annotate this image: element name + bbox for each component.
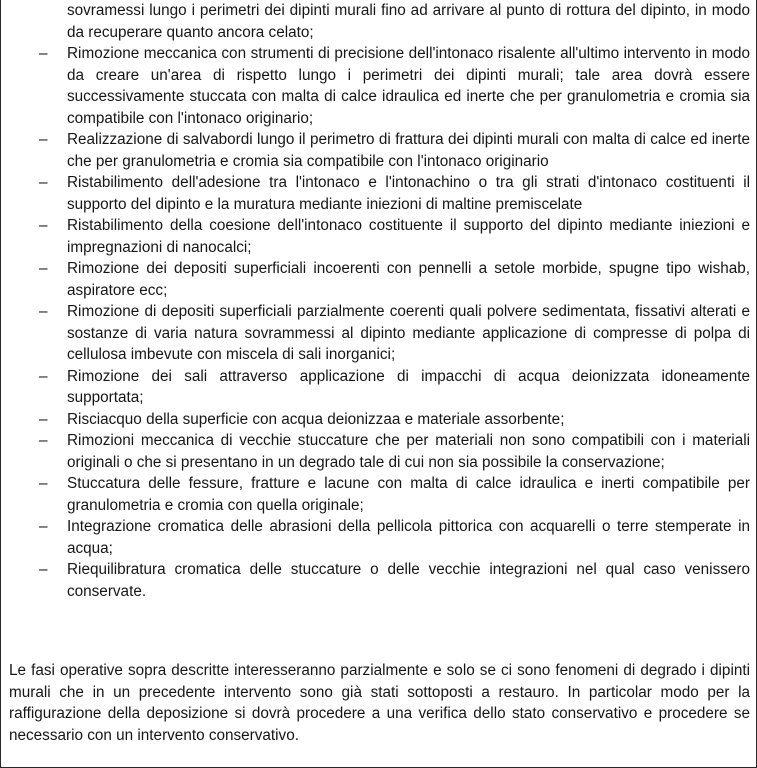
- list-item-text: Riequilibratura cromatica delle stuccature o delle vecchie integrazioni nel qual caso venissero conservate.: [67, 561, 750, 600]
- list-bullet: –: [39, 217, 48, 234]
- list-item: [1, 43, 757, 129]
- list-item-text: Ristabilimento della coesione dell'intonaco costituente il supporto del dipinto mediante iniezioni e impregnazioni di nanocalci;: [67, 217, 750, 256]
- list-item: [1, 409, 757, 431]
- list-bullet: –: [39, 432, 48, 449]
- list-item: [1, 516, 757, 559]
- list-item: [1, 430, 757, 473]
- list-item: [1, 473, 757, 516]
- list-item-text: Stuccatura delle fessure, fratture e lacune con malta di calce idraulica e inerti compatibile per granulometria e cromia con quella originale;: [67, 475, 750, 514]
- list-bullet: –: [39, 260, 48, 277]
- list-item-text: Integrazione cromatica delle abrasioni della pellicola pittorica con acquarelli o terre stemperate in acqua;: [67, 518, 750, 557]
- list-item-text: Rimozione meccanica con strumenti di precisione dell'intonaco risalente all'ultimo intervento in modo da creare un'area di rispetto lungo i perimetri dei dipinti murali; tale area dovrà essere successivamente stuccata con malta di calce idraulica ed inerte che per granulometria e cromia sia compatibile con l'intonaco originario;: [67, 45, 750, 127]
- list-bullet: –: [39, 561, 48, 578]
- list-item: [1, 172, 757, 215]
- list-bullet: –: [39, 131, 48, 148]
- restoration-steps-list: [1, 0, 757, 602]
- list-item: [1, 215, 757, 258]
- list-item-text: Rimozione di depositi superficiali parzialmente coerenti quali polvere sedimentata, fissativi alterati e sostanze di varia natura sovrammessi al dipinto mediante applicazione di compresse di polpa di cellulosa imbevute con miscela di sali inorganici;: [67, 303, 750, 363]
- list-bullet: –: [39, 174, 48, 191]
- list-item: [1, 301, 757, 366]
- list-item-text: Risciacquo della superficie con acqua deionizzaa e materiale assorbente;: [67, 410, 565, 428]
- list-bullet: –: [39, 45, 48, 62]
- list-item: [1, 258, 757, 301]
- list-item-text: Ristabilimento dell'adesione tra l'intonaco e l'intonachino o tra gli strati d'intonaco costituenti il supporto del dipinto e la muratura mediante iniezioni di maltine premiscelate: [67, 174, 750, 213]
- list-item: [1, 366, 757, 409]
- list-item: [1, 559, 757, 602]
- list-bullet: –: [39, 303, 48, 320]
- list-item-text: sovramessi lungo i perimetri dei dipinti murali fino ad arrivare al punto di rottura del dipinto, in modo da recuperare quanto ancora celato;: [67, 2, 750, 41]
- list-item-text: Realizzazione di salvabordi lungo il perimetro di frattura dei dipinti murali con malta di calce ed inerte che per granulometria e cromia sia compatibile con l'intonaco originario: [67, 131, 750, 170]
- list-item-text: Rimozione dei depositi superficiali incoerenti con pennelli a setole morbide, spugne tipo wishab, aspiratore ecc;: [67, 260, 750, 299]
- list-bullet: –: [39, 367, 48, 385]
- list-bullet: –: [39, 518, 48, 535]
- list-bullet: –: [39, 475, 48, 492]
- closing-paragraph: Le fasi operative sopra descritte interesseranno parzialmente e solo se ci sono fenomeni di degrado i dipinti murali che in un precedente intervento sono già stati sottoposti a restauro. In particolar modo per la raffigurazione della deposizione si dovrà procedere a una verifica dello stato conservativo e procedere se necessario con un intervento conservativo.: [9, 662, 750, 744]
- list-item-text: Rimozioni meccanica di vecchie stuccature che per materiali non sono compatibili con i materiali originali o che si presentano in un degrado tale di cui non sia possibile la conservazione;: [67, 432, 750, 471]
- list-item: [1, 0, 757, 43]
- list-item-text: Rimozione dei sali attraverso applicazione di impacchi di acqua deionizzata idoneamente supportata;: [67, 367, 750, 406]
- list-item: [1, 129, 757, 172]
- list-bullet: –: [39, 410, 48, 428]
